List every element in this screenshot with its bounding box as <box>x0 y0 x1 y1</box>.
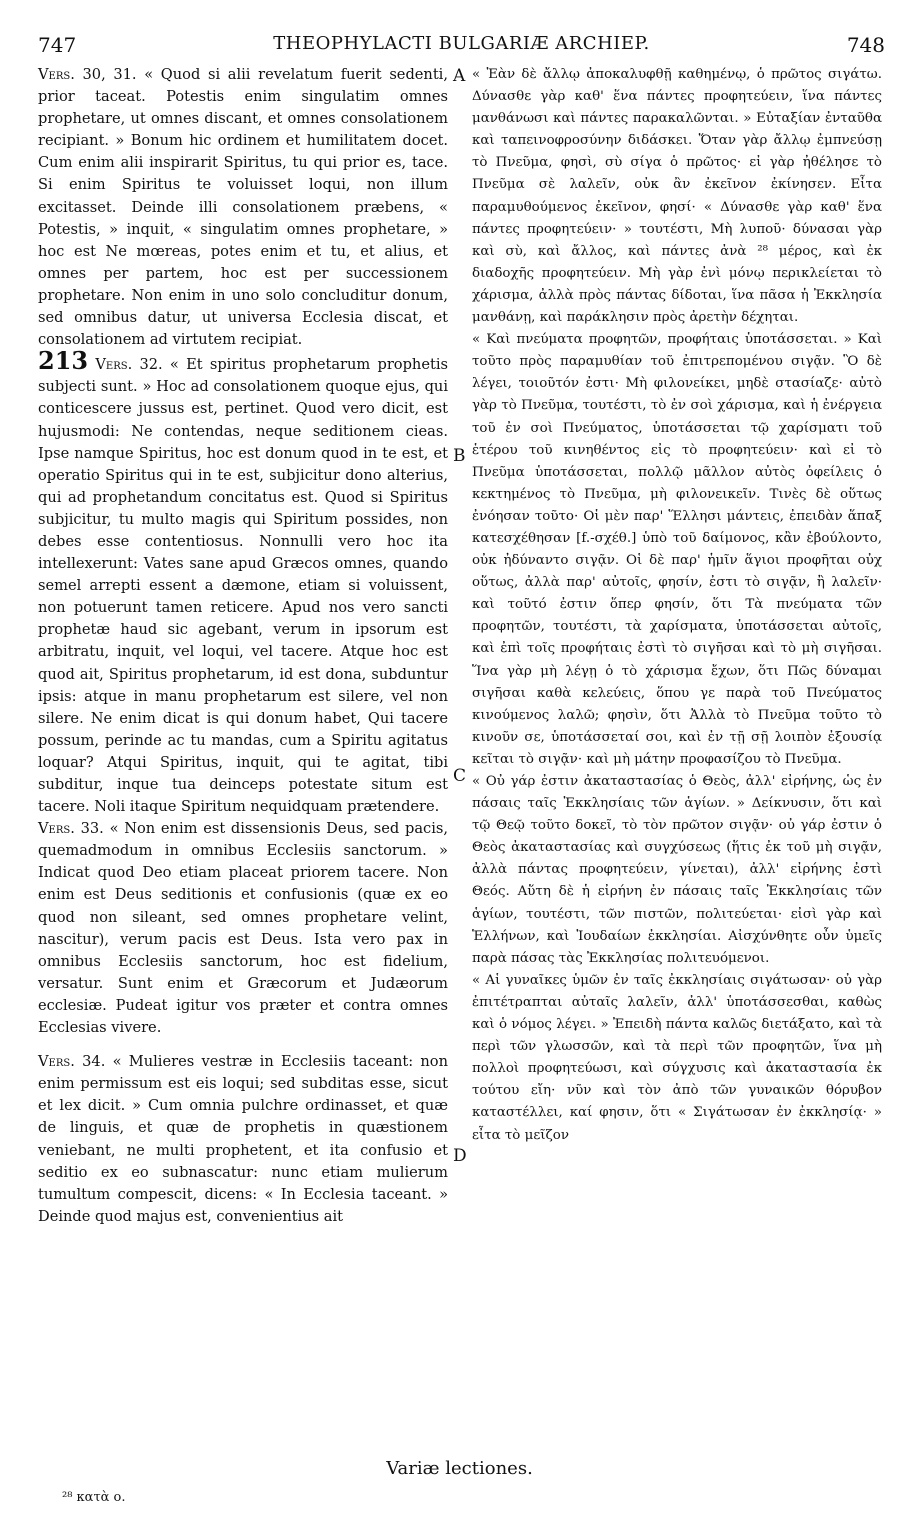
latin-column <box>38 64 448 1228</box>
latin-paragraph <box>38 346 448 818</box>
latin-paragraph <box>38 818 448 1039</box>
footnote: ²⁸ κατὰ ο. <box>62 1490 126 1505</box>
greek-paragraph: « Οὐ γάρ ἐστιν ἀκαταστασίας ὁ Θεὸς, ἀλλ' εἰρήνης, ὡς ἐν πάσαις ταῖς Ἐκκλησίαις τῶν ἁγίων. » Δείκνυσιν, ὅτι καὶ τῷ Θεῷ τοῦτο δοκεῖ, τὸ τὸν πρῶτον σιγᾷν· οὐ γάρ ἐστιν ὁ Θεὸς ἀκαταστασίας καὶ συγχύσεως (ἥτις ἐκ τοῦ μὴ σιγᾷν, ἀλλὰ πάντας προφητεύειν, γίνεται), ἀλλ' εἰρήνης ἐστὶ Θεός. Αὕτη δὲ ἡ εἰρήνη ἐν πάσαις ταῖς Ἐκκλησίαις τῶν ἁγίων, τουτέστι, τῶν πιστῶν, πολιτεύεται· εἰσὶ γὰρ καὶ Ἑλλήνων, καὶ Ἰουδαίων ἐκκλησίαι. Αἰσχύνθητε οὖν ὑμεῖς παρὰ πάσας τὰς Ἐκκλησίας πολιτευόμενοι. <box>472 774 882 966</box>
page-number-right: 748 <box>846 33 885 57</box>
greek-column <box>472 64 882 1147</box>
paragraph-text: « Et spiritus prophetarum prophetis subjecti sunt. » Hoc ad consolationem quoque ejus, qui conticescere jussus est, pertinet. Quod vero dicit, est hujusmodi: Ne contendas, neque seditionem cieas. Ipse namque Spiritus, hoc est donum quod in te est, et operatio Spiritus qui in te est, subjicitur dono alterius, qui ad prophetandum concitatus est. Quod si Spiritus subjicitur, tu multo magis qui Spiritum possides, non debes esse contentiosus. Nonnulli vero hoc ita intellexerunt: Vates sane apud Græcos omnes, quando semel arrepti essent a dæmone, etiam si voluissent, non potuerunt tamen reticere. Apud nos vero sancti prophetæ haud sic agebant, verum in ipsorum est arbitratu, inquit, vel loqui, vel tacere. Atque hoc est quod ait, Spiritus prophetarum, id est dona, subduntur ipsis: atque in manu prophetarum est silere, vel non silere. Ne enim dicat is qui donum habet, Qui tacere possum, perinde ac tu mandas, cum a Spiritu agitatus loquar? Atqui Spiritus, inquit, qui te agitat, tibi subditur, inque tua deinceps potestate situm est tacere. Noli itaque Spiritum nequidquam prætendere. <box>38 356 448 816</box>
variant-readings-heading: Variæ lectiones. <box>386 1458 533 1479</box>
greek-paragraph: « Ἐὰν δὲ ἄλλῳ ἀποκαλυφθῇ καθημένῳ, ὁ πρῶτος σιγάτω. Δύνασθε γὰρ καθ' ἕνα πάντες προφητεύειν, ἵνα πάντες μανθάνωσι καὶ πάντες παρακαλῶνται. » Εὐταξίαν ἐνταῦθα καὶ ταπεινοφροσύνην διδάσκει. Ὅταν γὰρ ἄλλῳ ἐμπνεύσῃ τὸ Πνεῦμα, φησὶ, σὺ σίγα ὁ πρῶτος· εἰ γὰρ ἠθέλησε τὸ Πνεῦμα σὲ λαλεῖν, οὐκ ἂν ἐκεῖνον ἐκίνησεν. Εἶτα παραμυθούμενος ἐκεῖνον, φησί· « Δύνασθε γὰρ καθ' ἕνα πάντες προφητεύειν· » τουτέστι, Μὴ λυποῦ· δύνασαι γὰρ καὶ σὺ, καὶ ἄλλος, καὶ πάντες ἀνὰ ²⁸ μέρος, καὶ ἐκ διαδοχῆς προφητεύειν. Μὴ γὰρ ἐνὶ μόνῳ περικλείεται τὸ χάρισμα, ἀλλὰ πρὸς πάντας δίδοται, ἵνα πᾶσα ἡ Ἐκκλησία μανθάνῃ, καὶ παράκλησιν πρὸς ἀρετὴν δέχηται. <box>472 67 882 326</box>
verse-label: Vers. 32. <box>95 356 163 374</box>
latin-paragraph <box>38 64 448 351</box>
margin-letter-a: A <box>453 66 466 86</box>
paragraph-text: « Mulieres vestræ in Ecclesiis taceant: non enim permissum est eis loqui; sed subditas esse, sicut et lex dicit. » Cum omnia pulchre ordinasset, et quæ de linguis, et quæ de prophetis in quæstionem veniebant, ne multi prophetent, et ita confusio et seditio ex eo subnascatur: nunc etiam mulierum tumultum compescit, dicens: « In Ecclesia taceant. » Deinde quod majus est, convenientius ait <box>38 1053 448 1225</box>
margin-letter-c: C <box>453 766 467 786</box>
verse-label: Vers. 33. <box>38 820 104 838</box>
page-header <box>38 33 885 55</box>
running-title: THEOPHYLACTI BULGARIÆ ARCHIEP. <box>273 33 650 54</box>
greek-paragraph: « Αἱ γυναῖκες ὑμῶν ἐν ταῖς ἐκκλησίαις σιγάτωσαν· οὐ γὰρ ἐπιτέτραπται αὐταῖς λαλεῖν, ἀλλ' ὑποτάσσεσθαι, καθὼς καὶ ὁ νόμος λέγει. » Ἐπειδὴ πάντα καλῶς διετάξατο, καὶ τὰ περὶ τῶν γλωσσῶν, καὶ τὰ περὶ τῶν προφητῶν, ἵνα μὴ πολλοὶ προφητεύωσι, καὶ σύγχυσις καὶ ἀκαταστασία ἐκ τούτου εἴη· νῦν καὶ τὸν ἀπὸ τῶν γυναικῶν θόρυβον καταστέλλει, καί φησιν, ὅτι « Σιγάτωσαν ἐν ἐκκλησίᾳ· » εἶτα τὸ μεῖζον <box>472 972 882 1143</box>
page-number-left: 747 <box>38 33 77 57</box>
column-number: 213 <box>38 346 89 376</box>
margin-letter-b: B <box>453 446 466 466</box>
greek-paragraph: « Καὶ πνεύματα προφητῶν, προφήταις ὑποτάσσεται. » Καὶ τοῦτο πρὸς παραμυθίαν τοῦ ἐπιτρεπομένου σιγᾷν. Ὃ δὲ λέγει, τοιοῦτόν ἐστι· Μὴ φιλονείκει, μηδὲ στασίαζε· αὐτὸ γὰρ τὸ Πνεῦμα, τουτέστι, τὸ ἐν σοὶ χάρισμα, καὶ ἡ ἐνέργεια τοῦ ἐν σοὶ Πνεύματος, ὑποτάσσεται τῷ χαρίσματι τοῦ ἑτέρου τοῦ κινηθέντος εἰς τὸ προφητεύειν· καὶ εἰ τὸ Πνεῦμα ὑποτάσσεται, πολλῷ μᾶλλον αὐτὸς ὀφείλεις ὁ κεκτημένος τὸ Πνεῦμα, μὴ φιλονεικεῖν. Τινὲς δὲ οὕτως ἐνόησαν τοῦτο· Οἱ μὲν παρ' Ἕλλησι μάντεις, ἐπειδὰν ἅπαξ κατεσχέθησαν [f.-σχέθ.] ὑπὸ τοῦ δαίμονος, κἂν ἐβούλοντο, οὐκ ἠδύναντο σιγᾷν. Οἱ δὲ παρ' ἡμῖν ἅγιοι προφῆται οὐχ οὕτως, ἀλλὰ παρ' αὐτοῖς, φησίν, ἐστι τὸ σιγᾷν, ἢ λαλεῖν· καὶ τοῦτό ἐστιν ὅπερ φησίν, ὅτι Τὰ πνεύματα τῶν προφητῶν, τουτέστι, τὰ χαρίσματα, ὑποτάσσεται αὐτοῖς, καὶ ἐπὶ τοῖς προφήταις ἐστὶ τὸ σιγῆσαι καὶ τὸ μὴ σιγῆσαι. Ἵνα γὰρ μὴ λέγῃ ὁ τὸ χάρισμα ἔχων, ὅτι Πῶς δύναμαι σιγῆσαι καθὰ κελεύεις, ὅπου γε παρὰ τοῦ Πνεύματος κινούμενος λαλῶ; φησὶν, ὅτι Ἀλλὰ τὸ Πνεῦμα τοῦτο τὸ κινοῦν σε, ὑποτάσσεταί σοι, καὶ ἐν τῇ σῇ λοιπὸν ἐξουσίᾳ κεῖται τὸ σιγᾷν· καὶ μὴ μάτην προφασίζου τὸ Πνεῦμα. <box>472 332 882 767</box>
paragraph-text: « Non enim est dissensionis Deus, sed pacis, quemadmodum in omnibus Ecclesiis sanctorum. » Indicat quod Deo etiam placeat priorem tacere. Non enim est Deus seditionis et confusionis (quæ ex eo quod non sileant, sed omnes prophetare velint, nascitur), verum pacis est Deus. Ista vero pax in omnibus Ecclesiis sanctorum, hoc est fidelium, versatur. Sunt enim et Græcorum et Judæorum ecclesiæ. Pudeat igitur vos præter et contra omnes Ecclesias vivere. <box>38 820 448 1037</box>
margin-letter-d: D <box>453 1146 467 1166</box>
paragraph-text: « Quod si alii revelatum fuerit sedenti, prior taceat. Potestis enim singulatim omnes prophetare, ut omnes discant, et omnes consolationem recipiant. » Bonum hic ordinem et humilitatem docet. Cum enim alii inspirarit Spiritus, tu qui prior es, tace. Si enim Spiritus te voluisset loqui, non illum excitasset. Deinde illi consolationem præbens, « Potestis, » inquit, « singulatim omnes prophetare, » hoc est Ne mœreas, potes enim et tu, et alius, et omnes per partem, hoc est per successionem prophetare. Non enim in uno solo concluditur donum, sed omnibus datur, ut universa Ecclesia discat, et consolationem ad virtutem recipiat. <box>38 66 448 349</box>
latin-paragraph <box>38 1051 448 1228</box>
verse-label: Vers. 34. <box>38 1053 106 1071</box>
verse-label: Vers. 30, 31. <box>38 66 137 83</box>
